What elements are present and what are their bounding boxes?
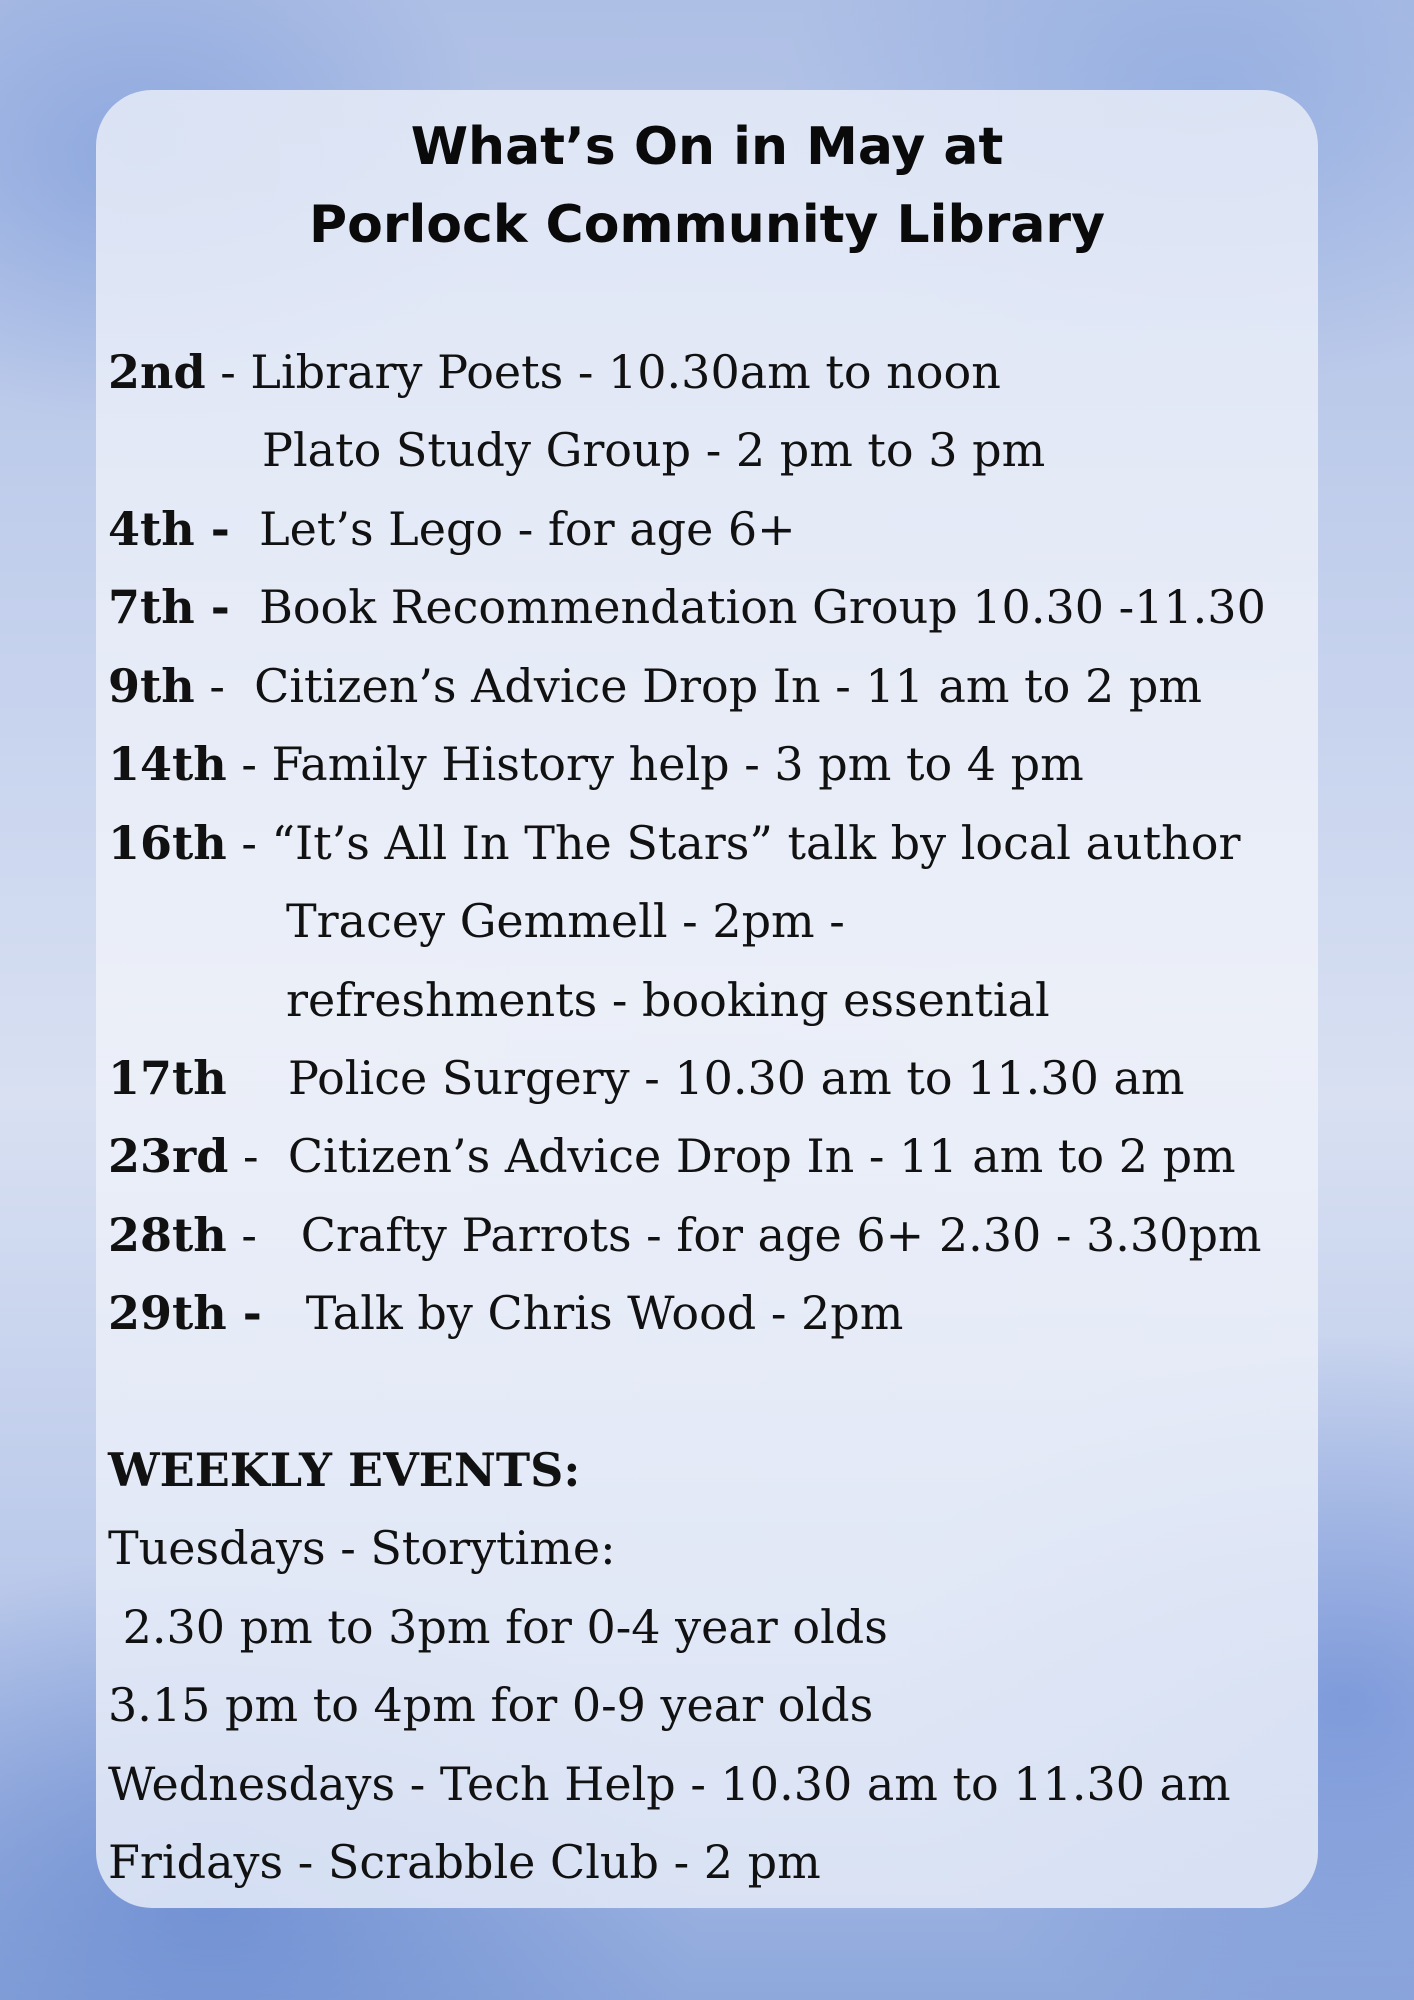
poster-title-line-2: Porlock Community Library — [309, 195, 1105, 255]
weekly-event-line: 3.15 pm to 4pm for 0-9 year olds — [108, 1678, 874, 1732]
event-text: Family History help - 3 pm to 4 pm — [271, 737, 1084, 791]
weekly-events-heading: WEEKLY EVENTS: — [108, 1443, 581, 1497]
event-separator — [230, 580, 259, 634]
event-day: 2nd — [108, 345, 206, 399]
weekly-event-line: Fridays - Scrabble Club - 2 pm — [108, 1835, 821, 1889]
event-row — [108, 734, 1084, 794]
event-separator — [262, 1286, 306, 1340]
event-continuation: Plato Study Group - 2 pm to 3 pm — [262, 423, 1046, 477]
event-day: 14th — [108, 737, 227, 791]
weekly-event-line: 2.30 pm to 3pm for 0-4 year olds — [108, 1600, 888, 1654]
event-row — [108, 1048, 227, 1108]
event-row — [108, 656, 1202, 716]
event-day: 7th - — [108, 580, 230, 634]
event-separator: - — [194, 659, 255, 713]
event-text: Library Poets - 10.30am to noon — [250, 345, 1001, 399]
event-day: 17th — [108, 1051, 227, 1105]
event-separator: - — [226, 1208, 301, 1262]
event-text: Police Surgery - 10.30 am to 11.30 am — [288, 1051, 1185, 1105]
event-continuation: refreshments - booking essential — [286, 973, 1050, 1027]
poster-title-line-1: What’s On in May at — [410, 117, 1004, 177]
event-separator — [230, 502, 259, 556]
event-row — [108, 499, 796, 559]
event-row — [108, 577, 1266, 637]
event-text: Let’s Lego - for age 6+ — [259, 502, 796, 556]
event-row — [108, 1283, 903, 1343]
event-row — [108, 813, 1240, 873]
event-separator: - — [228, 1129, 288, 1183]
event-day: 29th - — [108, 1286, 262, 1340]
event-separator: - — [226, 737, 272, 791]
event-row — [108, 1205, 1262, 1265]
weekly-event-line: Wednesdays - Tech Help - 10.30 am to 11.30 am — [108, 1757, 1231, 1811]
event-text: “It’s All In The Stars” talk by local author — [271, 816, 1241, 870]
event-continuation: Tracey Gemmell - 2pm - — [286, 894, 845, 948]
event-separator: - — [205, 345, 251, 399]
event-text: Citizen’s Advice Drop In - 11 am to 2 pm — [287, 1129, 1236, 1183]
event-day: 16th — [108, 816, 227, 870]
event-text: Citizen’s Advice Drop In - 11 am to 2 pm — [254, 659, 1202, 713]
event-separator: - — [226, 816, 272, 870]
event-text: Book Recommendation Group 10.30 -11.30 — [259, 580, 1266, 634]
event-row — [108, 342, 1001, 402]
event-day: 4th - — [108, 502, 230, 556]
event-text: Crafty Parrots - for age 6+ 2.30 - 3.30pm — [300, 1208, 1262, 1262]
weekly-event-line: Tuesdays - Storytime: — [108, 1521, 616, 1575]
event-text: Talk by Chris Wood - 2pm — [305, 1286, 904, 1340]
event-row — [108, 1126, 1236, 1186]
event-day: 23rd — [108, 1129, 229, 1183]
event-day: 28th — [108, 1208, 227, 1262]
event-day: 9th — [108, 659, 195, 713]
